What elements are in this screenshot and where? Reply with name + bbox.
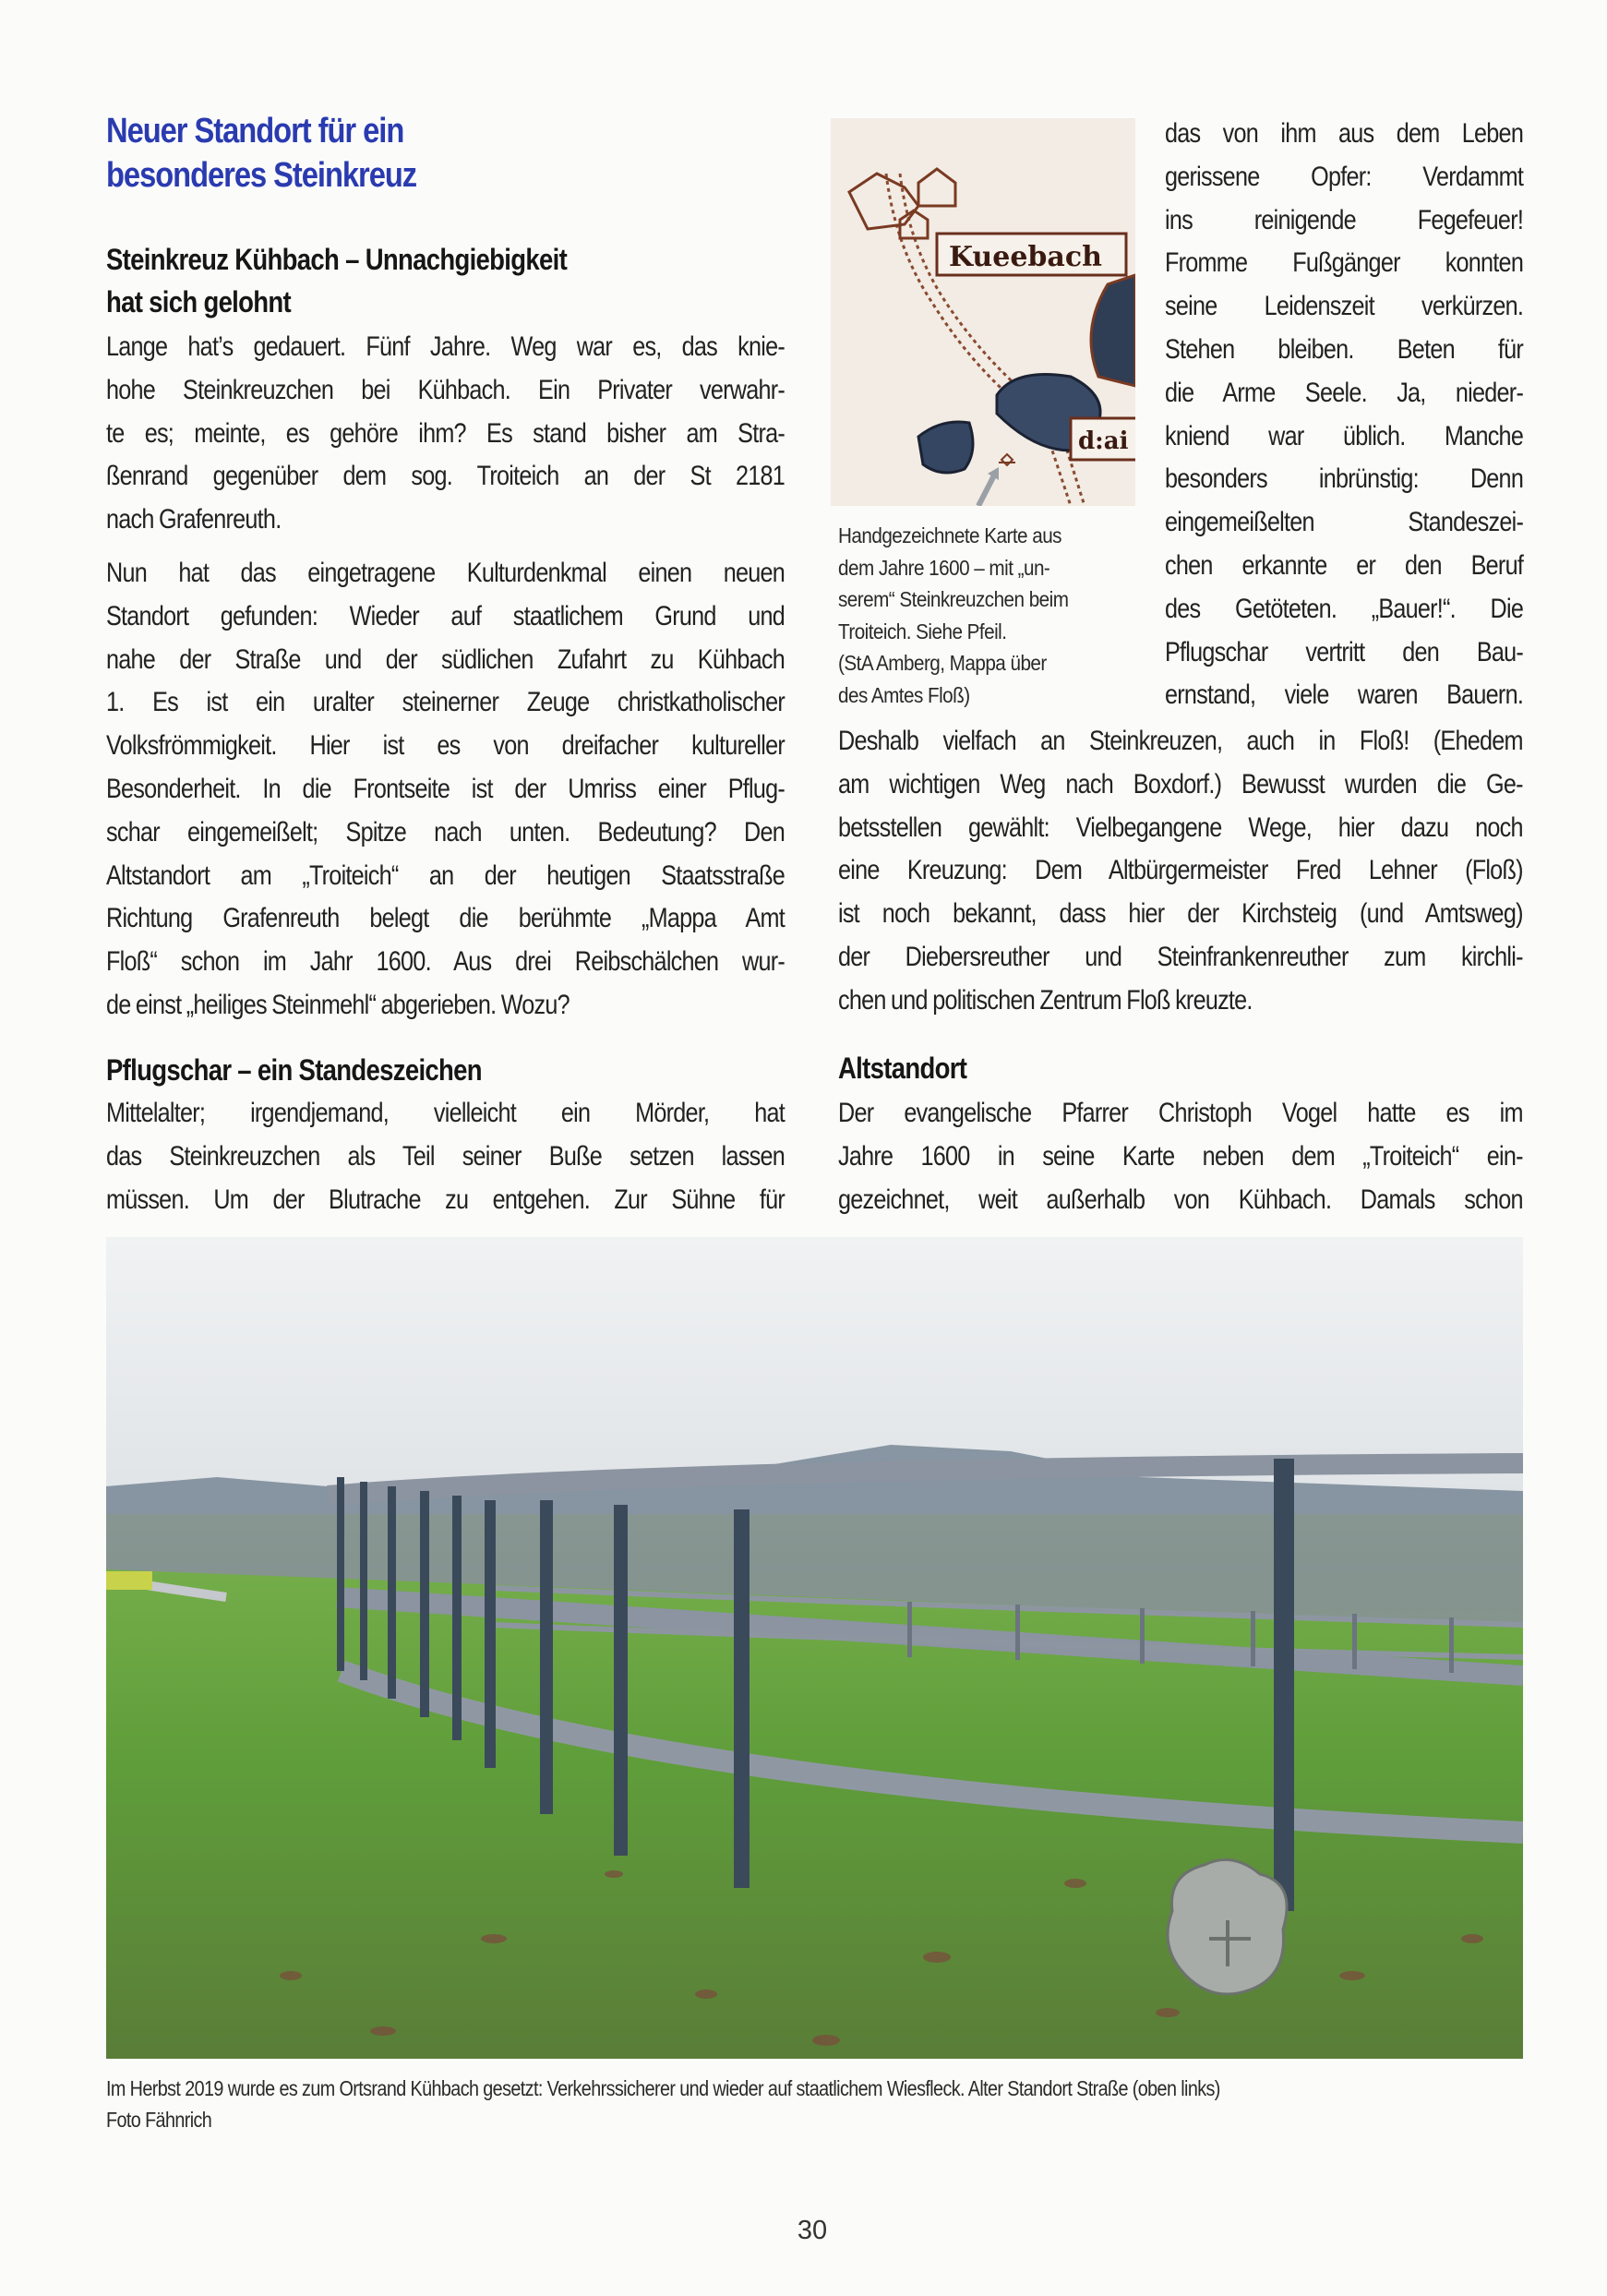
text-line: Der evangelische Pfarrer Christoph Vogel hatte es im — [838, 1098, 1523, 1128]
text-line: des Getöteten. „Bauer!“. Die — [1165, 593, 1524, 624]
text-line: 1. Es ist ein uralter steinerner Zeuge christkatholischer — [106, 687, 785, 718]
text-line: te es; meinte, es gehöre ihm? Es stand bisher am Stra- — [106, 417, 785, 449]
paragraph-new-location — [106, 552, 914, 1028]
paragraph-intro — [106, 326, 914, 542]
text-line: chen erkannte er den Beruf — [1165, 549, 1524, 581]
photo-caption — [106, 2073, 1345, 2135]
caption-line: dem Jahre 1600 – mit „un- — [838, 555, 1050, 580]
map-label-teich: d:ai — [1078, 427, 1129, 455]
text-line: Deshalb vielfach an Steinkreuzen, auch in Floß! (Ehedem — [838, 726, 1523, 756]
text-line: Richtung Grafenreuth belegt die berühmte „Mappa Amt — [106, 903, 785, 934]
text-line: gezeichnet, weit außerhalb von Kühbach. Damals schon — [838, 1184, 1523, 1215]
text-line: ist noch bekannt, dass hier der Kirchsteig (und Amtsweg) — [838, 898, 1523, 930]
caption-line: des Amtes Floß) — [838, 682, 970, 707]
text-line: die Arme Seele. Ja, nieder- — [1165, 377, 1524, 408]
text-line: Altstandort am „Troiteich“ an der heutigen Staatsstraße — [106, 859, 785, 891]
text-line: ernstand, viele waren Bauern. — [1165, 679, 1524, 711]
text-line: Floß“ schon im Jahr 1600. Aus drei Reibschälchen wur- — [106, 946, 785, 978]
heading-text: Altstandort — [838, 1052, 967, 1085]
caption-line: serem“ Steinkreuzchen beim — [838, 587, 1069, 611]
section-heading-altstandort — [838, 1047, 1156, 1089]
title-line: Neuer Standort für ein — [106, 112, 404, 150]
text-line: der Diebersreuther und Steinfrankenreuther zum kirchli- — [838, 941, 1523, 972]
caption-line: Handgezeichnete Karte aus — [838, 523, 1061, 547]
text-line: nach Grafenreuth. — [106, 504, 282, 535]
text-line: betsstellen gewählt: Vielbegangene Wege, hier dazu noch — [838, 811, 1523, 843]
text-line: Stehen bleiben. Beten für — [1165, 333, 1524, 365]
paragraph-right-wide — [838, 720, 1607, 1023]
text-line: besonders inbrünstig: Denn — [1165, 463, 1524, 495]
text-line: Besonderheit. In die Frontseite ist der Umriss einer Pflug- — [106, 773, 785, 804]
text-line: schar eingemeißelt; Spitze nach unten. Bedeutung? Den — [106, 816, 785, 847]
text-line: Nun hat das eingetragene Kulturdenkmal einen neuen — [106, 558, 785, 588]
text-line: eingemeißelten Standeszei- — [1165, 507, 1524, 538]
text-line: Standort gefunden: Wieder auf staatlichem Grund und — [106, 600, 785, 631]
map-label-kuehbach: Kueebach — [949, 241, 1102, 273]
text-line: eine Kreuzung: Dem Altbürgermeister Fred Lehner (Floß) — [838, 855, 1523, 886]
heading-line: Steinkreuz Kühbach – Unnachgiebigkeit — [106, 243, 568, 276]
text-line: hohe Steinkreuzchen bei Kühbach. Ein Privater verwahr- — [106, 374, 785, 405]
text-line: Lange hat’s gedauert. Fünf Jahre. Weg war es, das knie- — [106, 331, 785, 362]
section-heading-pflugschar — [106, 1049, 678, 1091]
section-heading-steinkreuz — [106, 238, 678, 323]
photo-credit: Foto Fähnrich — [106, 2108, 212, 2132]
text-line: nahe der Straße und der südlichen Zufahrt zu Kühbach — [106, 643, 785, 675]
paragraph-altstandort — [838, 1092, 1607, 1221]
text-line: Mittelalter; irgendjemand, vielleicht ein Mörder, hat — [106, 1098, 785, 1128]
text-line: Fromme Fußgänger konnten — [1165, 247, 1524, 279]
map-caption — [838, 520, 1087, 711]
caption-line: Troiteich. Siehe Pfeil. — [838, 619, 1007, 643]
text-line: seine Leidenszeit verkürzen. — [1165, 291, 1524, 322]
heading-text: Pflugschar – ein Standeszeichen — [106, 1053, 482, 1087]
text-line: ßenrand gegenüber dem sog. Troiteich an der St 2181 — [106, 461, 785, 492]
heading-line: hat sich gelohnt — [106, 285, 291, 319]
page-number: 30 — [797, 2216, 828, 2245]
text-line: Pflugschar vertritt den Bau- — [1165, 636, 1524, 667]
text-line: kniend war üblich. Manche — [1165, 420, 1524, 451]
text-line: ins reinigende Fegefeuer! — [1165, 204, 1524, 235]
text-line: gerissene Opfer: Verdammt — [1165, 161, 1524, 192]
article-title — [106, 109, 662, 198]
text-line: das von ihm aus dem Leben — [1165, 118, 1524, 149]
text-line: das Steinkreuzchen als Teil seiner Buße setzen lassen — [106, 1140, 785, 1172]
paragraph-right-narrow — [1165, 113, 1591, 717]
caption-line: (StA Amberg, Mappa über — [838, 651, 1047, 675]
photo-stone-cross-fence — [106, 1237, 1523, 2059]
title-line: besonderes Steinkreuz — [106, 156, 417, 195]
text-line: Volksfrömmigkeit. Hier ist es von dreifacher kultureller — [106, 730, 785, 762]
historic-map-image — [831, 118, 1135, 506]
text-line: de einst „heiliges Steinmehl“ abgerieben. Wozu? — [106, 989, 570, 1020]
text-line: Jahre 1600 in seine Karte neben dem „Troiteich“ ein- — [838, 1140, 1523, 1172]
text-line: chen und politischen Zentrum Floß kreuzte. — [838, 984, 1253, 1016]
text-line: am wichtigen Weg nach Boxdorf.) Bewusst wurden die Ge- — [838, 768, 1523, 799]
caption-line: Im Herbst 2019 wurde es zum Ortsrand Kühbach gesetzt: Verkehrssicherer und wieder auf staatlichem Wiesfleck. Alter Standort Straße (oben links) — [106, 2076, 1220, 2100]
paragraph-pflugschar-left — [106, 1092, 914, 1221]
text-line: müssen. Um der Blutrache zu entgehen. Zur Sühne für — [106, 1184, 785, 1215]
